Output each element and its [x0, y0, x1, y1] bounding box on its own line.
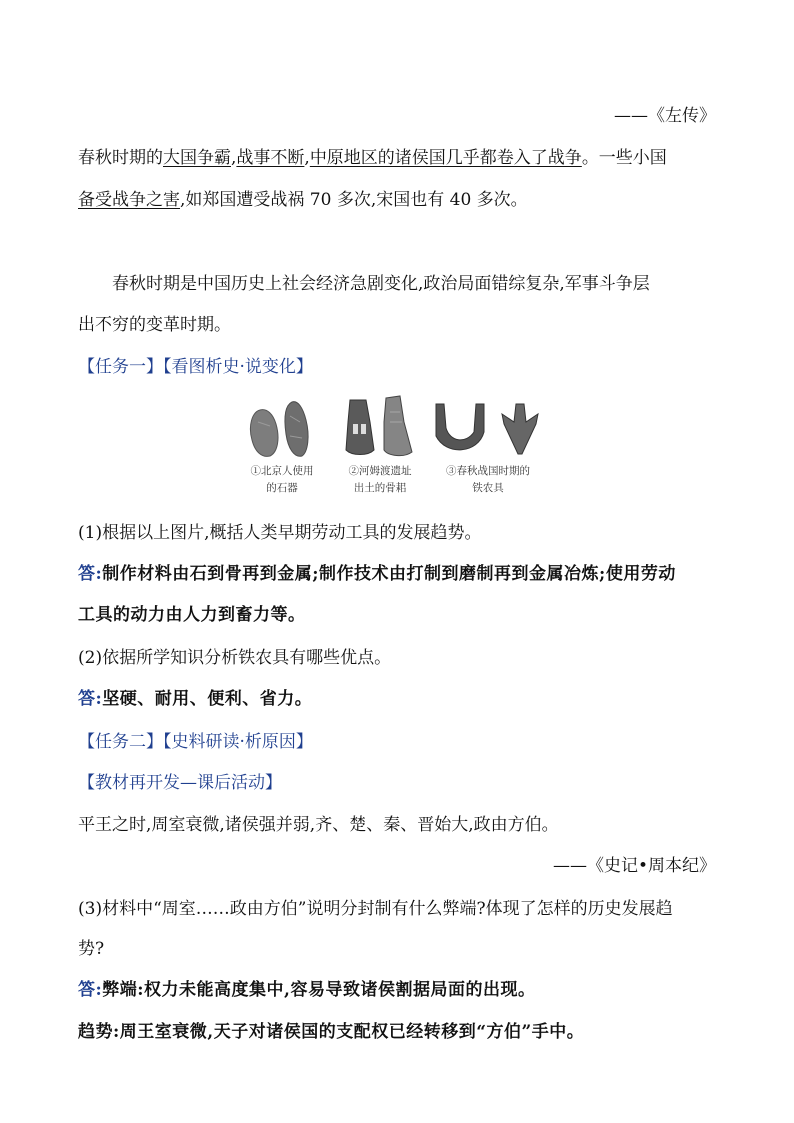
task1-header: 【任务一】【看图析史·说变化】: [78, 357, 313, 377]
task2-subheader: 【教材再开发—课后活动】: [78, 773, 282, 793]
caption-stone-tool-line2: 的石器: [266, 482, 298, 494]
bone-spade-image: [346, 396, 412, 456]
underlined-text: 大国争霸: [163, 148, 231, 168]
question-3-line2: 势?: [78, 939, 105, 959]
answer-text: 趋势:周王室衰微,天子对诸侯国的支配权已经转移到“方伯”手中。: [78, 1022, 585, 1042]
underlined-text: 中原地区的诸侯国几乎都卷入了战争: [309, 148, 582, 168]
answer-label: 答:: [78, 980, 103, 1000]
question-2: (2)依据所学知识分析铁农具有哪些优点。: [78, 648, 392, 668]
iron-tools-image: [436, 404, 538, 454]
caption-stone-tool-line1: ①北京人使用: [250, 465, 314, 477]
intro-line-2: 出不穷的变革时期。: [78, 315, 231, 335]
answer-text: 弊端:权力未能高度集中,容易导致诸侯割据局面的出现。: [102, 980, 536, 1000]
answer-text: 制作材料由石到骨再到金属;制作技术由打制到磨制再到金属冶炼;使用劳动: [102, 564, 676, 584]
text: 。一些小国: [581, 148, 667, 168]
underlined-text: 备受战争之害: [78, 190, 180, 210]
question-1: (1)根据以上图片,概括人类早期劳动工具的发展趋势。: [78, 523, 482, 543]
source-shiji: ——《史记•周本纪》: [552, 856, 716, 876]
text: ,如郑国遭受战祸 70 多次,宋国也有 40 多次。: [180, 190, 528, 210]
task2-header: 【任务二】【史料研读·析原因】: [78, 732, 313, 752]
caption-iron-tools-line1: ③春秋战国时期的: [446, 465, 530, 477]
text: ,: [231, 148, 237, 168]
material-quote: 平王之时,周室衰微,诸侯强并弱,齐、楚、秦、晋始大,政由方伯。: [78, 815, 559, 835]
answer-text: 工具的动力由人力到畜力等。: [78, 605, 306, 625]
text: ,: [304, 148, 310, 168]
source-zuozhuan: ——《左传》: [614, 106, 716, 126]
caption-iron-tools-line2: 铁农具: [472, 482, 504, 494]
caption-bone-spade-line1: ②河姆渡遗址: [348, 465, 412, 477]
caption-bone-spade-line2: 出土的骨耜: [353, 482, 407, 494]
intro-line-1: 春秋时期是中国历史上社会经济急剧变化,政治局面错综复杂,军事斗争层: [112, 274, 650, 294]
answer-text: 坚硬、耐用、便利、省力。: [102, 689, 313, 709]
answer-label: 答:: [78, 564, 103, 584]
answer-label: 答:: [78, 689, 103, 709]
question-3-line1: (3)材料中“周室……政由方伯”说明分封制有什么弊端?体现了怎样的历史发展趋: [78, 899, 673, 919]
tools-figure: [240, 392, 560, 502]
underlined-text: 战事不断: [236, 148, 305, 168]
stone-tool-image: [250, 402, 308, 457]
text: 春秋时期的: [78, 148, 163, 168]
answer-2: [78, 687, 716, 711]
